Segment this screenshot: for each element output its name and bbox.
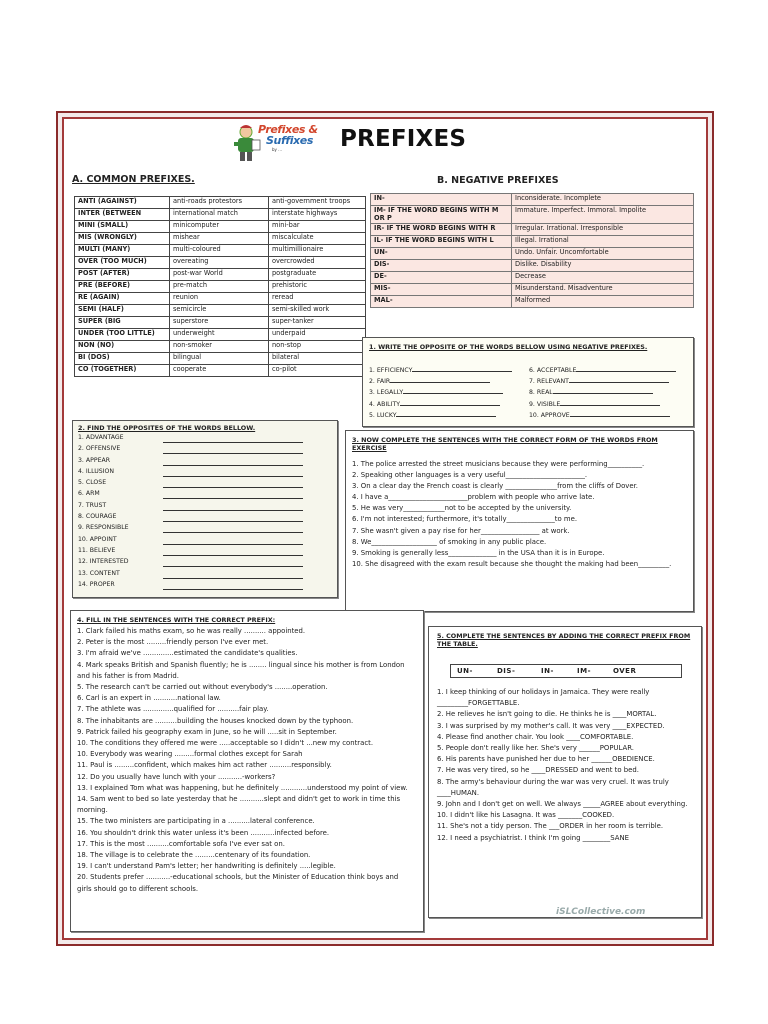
example-cell: super-tanker: [269, 317, 366, 329]
example-cell: bilingual: [170, 353, 269, 365]
answer-line: [163, 549, 303, 556]
table-row: [75, 197, 366, 209]
answer-line: [163, 538, 303, 545]
example-cell: interstate highways: [269, 209, 366, 221]
example-cell: anti-government troops: [269, 197, 366, 209]
example-cell: co-pilot: [269, 365, 366, 377]
sentence-item: 3. I'm afraid we've ..............estimated the candidate's qualities.: [77, 649, 298, 658]
item-label: 2. OFFENSIVE: [78, 445, 121, 453]
prefix-cell: MAL-: [371, 296, 512, 308]
prefix-cell: MIS-: [371, 284, 512, 296]
prefixes-suffixes-logo: [232, 122, 332, 162]
item-label: 5. LUCKY: [369, 411, 397, 419]
sentence-item: 16. You shouldn't drink this water unless it's been ...........infected before.: [77, 828, 330, 837]
example-cell: non-stop: [269, 341, 366, 353]
item-label: 12. INTERESTED: [78, 558, 129, 566]
example-cell: non-smoker: [170, 341, 269, 353]
sentence-item: 5. People don't really like her. She's very ______POPULAR.: [437, 744, 634, 753]
answer-line: [560, 399, 660, 406]
example-cell: Decrease: [512, 272, 694, 284]
answer-line: [570, 410, 670, 417]
exercise-1-box: [362, 337, 694, 427]
prefix-option: IN-: [541, 667, 554, 675]
example-cell: mini-bar: [269, 221, 366, 233]
sentence-item: 18. The village is to celebrate the .........centenary of its foundation.: [77, 851, 311, 860]
prefix-cell: CO (TOGETHER): [75, 365, 170, 377]
example-cell: reunion: [170, 293, 269, 305]
table-row: [75, 221, 366, 233]
sentence-item: 6. Carl is an expert in ...........national law.: [77, 694, 221, 703]
item-label: 11. BELIEVE: [78, 546, 116, 554]
sentence-item: 17. This is the most ..........comfortable sofa I've ever sat on.: [77, 839, 285, 848]
prefix-cell: IR- IF THE WORD BEGINS WITH R: [371, 224, 512, 236]
sentence-item: 9. John and I don't get on well. We always _____AGREE about everything.: [437, 800, 688, 809]
sentence-item: 10. Everybody was wearing .........formal clothes except for Sarah: [77, 750, 303, 759]
item-label: 10. APPROVE: [529, 411, 570, 419]
sentence-item: 14. Sam went to bed so late yesterday that he ...........slept and didn't get to work in time this morning.: [77, 795, 401, 815]
prefix-cell: SEMI (HALF): [75, 305, 170, 317]
prefix-cell: INTER (BETWEEN: [75, 209, 170, 221]
table-row: [371, 206, 694, 224]
example-cell: superstore: [170, 317, 269, 329]
sentence-item: 11. Paul is .........confident, which makes him act rather ..........responsibly.: [77, 761, 332, 770]
example-cell: overcrowded: [269, 257, 366, 269]
item-label: 14. PROPER: [78, 580, 115, 588]
answer-line: [163, 447, 303, 454]
answer-line: [403, 387, 503, 394]
logo-line-1: Prefixes &: [258, 123, 318, 136]
item-label: 1. EFFICIENCY: [369, 367, 413, 374]
table-row: [75, 341, 366, 353]
table-row: [75, 281, 366, 293]
list-item: [369, 410, 529, 421]
list-item: [78, 547, 328, 558]
sentence-item: 6. I'm not interested; furthermore, it's totally______________to me.: [352, 515, 578, 524]
prefix-option: UN-: [457, 667, 473, 675]
sentence-item: 2. Peter is the most .........friendly person I've ever met.: [77, 638, 269, 647]
answer-line: [163, 560, 303, 567]
sentence-item: 11. She's not a tidy person. The ___ORDER in her room is terrible.: [437, 822, 664, 831]
table-row: [371, 224, 694, 236]
example-cell: bilateral: [269, 353, 366, 365]
item-label: 9. RESPONSIBLE: [78, 524, 129, 532]
list-item: [78, 457, 328, 468]
list-item: [78, 513, 328, 524]
answer-line: [163, 504, 303, 511]
item-label: 4. ILLUSION: [78, 467, 115, 475]
table-row: [75, 209, 366, 221]
table-row: [75, 353, 366, 365]
table-row: [75, 317, 366, 329]
table-row: [75, 329, 366, 341]
prefix-option: OVER: [613, 667, 637, 675]
prefix-option: DIS-: [497, 667, 516, 675]
item-label: 7. TRUST: [78, 501, 107, 509]
example-cell: Irregular. Irrational. Irresponsible: [512, 224, 694, 236]
sentence-item: 7. She wasn't given a pay rise for her_________________ at work.: [352, 526, 570, 535]
sentence-item: 19. I can't understand Pam's letter; her handwriting is definitely .....legible.: [77, 862, 336, 871]
table-row: [75, 293, 366, 305]
prefix-cell: NON (NO): [75, 341, 170, 353]
list-item: [529, 376, 689, 387]
example-cell: underweight: [170, 329, 269, 341]
item-label: 5. CLOSE: [78, 479, 107, 487]
sentence-item: 8. The inhabitants are ..........building the houses knocked down by the typhoon.: [77, 716, 354, 725]
example-cell: postgraduate: [269, 269, 366, 281]
exercise-5-list: [437, 687, 695, 844]
prefix-cell: SUPER (BIG: [75, 317, 170, 329]
item-label: 7. RELEVANT: [529, 378, 569, 386]
logo-small-text: by ...: [272, 147, 282, 152]
list-item: [78, 558, 328, 569]
sentence-item: 15. The two ministers are participating in a ..........lateral conference.: [77, 817, 315, 826]
sentence-item: 12. Do you usually have lunch with your ...........-workers?: [77, 772, 276, 781]
answer-line: [412, 365, 512, 372]
example-cell: minicomputer: [170, 221, 269, 233]
list-item: [78, 502, 328, 513]
sentence-item: 1. The police arrested the street musicians because they were performing__________.: [352, 460, 645, 468]
list-item: [78, 570, 328, 581]
example-cell: Misunderstand. Misadventure: [512, 284, 694, 296]
table-row: [75, 365, 366, 377]
item-label: 8. COURAGE: [78, 513, 117, 521]
sentence-item: 3. I was surprised by my mother's call. It was very ____EXPECTED.: [437, 721, 665, 730]
sentence-item: 5. The research can't be carried out without everybody's ........operation.: [77, 683, 328, 692]
sentence-item: 4. I have a_______________________problem with people who arrive late.: [352, 493, 595, 502]
exercise-4-list: [77, 626, 415, 895]
table-row: [75, 233, 366, 245]
sentence-item: 20. Students prefer ...........-educational schools, but the Minister of Education think boys and girls should go to different schools.: [77, 873, 399, 893]
sentence-item: 10. She disagreed with the exam result because she thought the making had been_________.: [352, 559, 672, 568]
list-item: [529, 387, 689, 398]
table-row: [75, 305, 366, 317]
sentence-item: 8. We___________________ of smoking in any public place.: [352, 537, 547, 546]
prefix-cell: IM- IF THE WORD BEGINS WITH M OR P: [371, 206, 512, 224]
answer-line: [569, 376, 669, 383]
item-label: 1. ADVANTAGE: [78, 434, 124, 441]
list-item: [369, 376, 529, 387]
table-row: [75, 257, 366, 269]
list-item: [78, 434, 328, 445]
exercise-3-box: [345, 430, 694, 612]
example-cell: cooperate: [170, 365, 269, 377]
exercise-1-left-column: [369, 365, 529, 421]
prefix-cell: BI (DOS): [75, 353, 170, 365]
example-cell: mishear: [170, 233, 269, 245]
sentence-item: 1. I keep thinking of our holidays in Jamaica. They were really _________FORGETTABLE.: [437, 688, 650, 708]
prefix-cell: MINI (SMALL): [75, 221, 170, 233]
item-label: 4. ABILITY: [369, 400, 401, 408]
item-label: 9. VISIBLE: [529, 400, 561, 408]
sentence-item: 5. He was very____________not to be accepted by the university.: [352, 504, 572, 513]
table-row: [371, 260, 694, 272]
prefix-cell: MULTI (MANY): [75, 245, 170, 257]
sentence-item: 10. The conditions they offered me were .....acceptable so I didn't ...new my contract.: [77, 739, 374, 748]
table-row: [371, 272, 694, 284]
exercise-1-right-column: [529, 365, 689, 421]
answer-line: [163, 515, 303, 522]
example-cell: semi-skilled work: [269, 305, 366, 317]
example-cell: miscalculate: [269, 233, 366, 245]
example-cell: semicircle: [170, 305, 269, 317]
sentence-item: 2. Speaking other languages is a very useful_______________________.: [352, 471, 588, 480]
sentence-item: 2. He relieves he isn't going to die. He thinks he is ____MORTAL.: [437, 710, 657, 719]
prefix-cell: DE-: [371, 272, 512, 284]
answer-line: [163, 492, 303, 499]
item-label: 13. CONTENT: [78, 569, 120, 577]
list-item: [529, 410, 689, 421]
example-cell: Inconsiderate. Incomplete: [512, 194, 694, 206]
prefix-cell: IL- IF THE WORD BEGINS WITH L: [371, 236, 512, 248]
answer-line: [163, 436, 303, 443]
exercise-2-box: [72, 420, 338, 598]
exercise-4-heading: 4. FILL IN THE SENTENCES WITH THE CORRECT PREFIX:: [77, 616, 276, 624]
sentence-item: 8. The army's behaviour during the war was very cruel. It was truly ____HUMAN.: [437, 777, 669, 797]
prefix-cell: DIS-: [371, 260, 512, 272]
answer-line: [163, 470, 303, 477]
example-cell: post-war World: [170, 269, 269, 281]
exercise-2-heading: 2. FIND THE OPPOSITES OF THE WORDS BELLOW.: [78, 424, 256, 432]
section-a-heading: A. COMMON PREFIXES.: [72, 174, 195, 185]
item-label: 2. FAIR: [369, 378, 391, 386]
prefix-cell: UNDER (TOO LITTLE): [75, 329, 170, 341]
example-cell: underpaid: [269, 329, 366, 341]
example-cell: prehistoric: [269, 281, 366, 293]
section-b-heading: B. NEGATIVE PREFIXES: [437, 175, 559, 186]
example-cell: Undo. Unfair. Uncomfortable: [512, 248, 694, 260]
answer-line: [400, 399, 500, 406]
sentence-item: 9. Patrick failed his geography exam in June, so he will .....sit in September.: [77, 727, 337, 736]
answer-line: [163, 526, 303, 533]
table-row: [371, 194, 694, 206]
sentence-item: 6. His parents have punished her due to her ______OBEDIENCE.: [437, 755, 655, 764]
exercise-3-list: [352, 459, 688, 570]
list-item: [529, 399, 689, 410]
example-cell: multi-coloured: [170, 245, 269, 257]
list-item: [78, 479, 328, 490]
list-item: [78, 490, 328, 501]
table-row: [75, 245, 366, 257]
prefix-cell: OVER (TOO MUCH): [75, 257, 170, 269]
list-item: [78, 581, 328, 592]
list-item: [529, 365, 689, 376]
exercise-5-heading: 5. COMPLETE THE SENTENCES BY ADDING THE CORRECT PREFIX FROM THE TABLE.: [437, 632, 691, 648]
exercise-1-heading: 1. WRITE THE OPPOSITE OF THE WORDS BELLOW USING NEGATIVE PREFIXES.: [369, 343, 648, 351]
example-cell: Immature. Imperfect. Immoral. Impolite: [512, 206, 694, 224]
sentence-item: 1. Clark failed his maths exam, so he was really .......... appointed.: [77, 627, 306, 635]
list-item: [369, 365, 529, 376]
list-item: [78, 445, 328, 456]
list-item: [369, 387, 529, 398]
answer-line: [163, 583, 303, 590]
item-label: 10. APPOINT: [78, 535, 117, 543]
common-prefixes-table: [74, 196, 366, 377]
list-item: [369, 399, 529, 410]
sentence-item: 4. Please find another chair. You look ____COMFORTABLE.: [437, 732, 634, 741]
table-row: [371, 296, 694, 308]
answer-line: [163, 459, 303, 466]
example-cell: anti-roads protestors: [170, 197, 269, 209]
example-cell: Dislike. Disability: [512, 260, 694, 272]
example-cell: Malformed: [512, 296, 694, 308]
example-cell: reread: [269, 293, 366, 305]
prefix-cell: ANTI (AGAINST): [75, 197, 170, 209]
example-cell: international match: [170, 209, 269, 221]
answer-line: [576, 365, 676, 372]
item-label: 6. ARM: [78, 490, 100, 498]
sentence-item: 7. He was very tired, so he ____DRESSED and went to bed.: [437, 766, 639, 775]
sentence-item: 7. The athlete was ..............qualified for ..........fair play.: [77, 705, 269, 714]
sentence-item: 3. On a clear day the French coast is clearly _______________from the cliffs of Dover.: [352, 482, 638, 491]
prefix-cell: PRE (BEFORE): [75, 281, 170, 293]
answer-line: [553, 387, 653, 394]
table-row: [75, 269, 366, 281]
item-label: 3. APPEAR: [78, 456, 111, 464]
islcollective-watermark: iSLCollective.com: [556, 907, 646, 917]
sentence-item: 9. Smoking is generally less______________ in the USA than it is in Europe.: [352, 548, 605, 557]
example-cell: multimillionaire: [269, 245, 366, 257]
example-cell: pre-match: [170, 281, 269, 293]
prefix-cell: MIS (WRONGLY): [75, 233, 170, 245]
answer-line: [163, 481, 303, 488]
prefix-cell: IN-: [371, 194, 512, 206]
negative-prefixes-table: [370, 193, 694, 308]
example-cell: Illegal. Irrational: [512, 236, 694, 248]
logo-line-2: Suffixes: [266, 134, 313, 147]
sentence-item: 13. I explained Tom what was happening, but he definitely ............understood my point of view.: [77, 783, 408, 792]
sentence-item: 12. I need a psychiatrist. I think I'm going ________SANE: [437, 833, 629, 842]
sentence-item: 10. I didn't like his Lasagna. It was _______COOKED.: [437, 811, 615, 820]
exercise-3-heading: 3. NOW COMPLETE THE SENTENCES WITH THE CORRECT FORM OF THE WORDS FROM EXERCISE: [352, 436, 658, 452]
answer-line: [163, 572, 303, 579]
table-row: [371, 284, 694, 296]
prefix-cell: POST (AFTER): [75, 269, 170, 281]
table-row: [371, 248, 694, 260]
prefix-option: IM-: [577, 667, 591, 675]
exercise-2-list: [78, 434, 328, 592]
prefix-options-bar: [450, 664, 682, 678]
list-item: [78, 524, 328, 535]
exercise-4-box: [70, 610, 424, 932]
prefix-cell: UN-: [371, 248, 512, 260]
table-row: [371, 236, 694, 248]
item-label: 8. REAL: [529, 389, 553, 397]
item-label: 3. LEGALLY: [369, 389, 404, 397]
answer-line: [390, 376, 490, 383]
answer-line: [396, 410, 496, 417]
example-cell: overeating: [170, 257, 269, 269]
item-label: 6. ACCEPTABLE: [529, 367, 577, 374]
prefix-cell: RE (AGAIN): [75, 293, 170, 305]
sentence-item: 4. Mark speaks British and Spanish fluently; he is ........ lingual since his mother is from London and his father is from Madrid.: [77, 660, 405, 680]
page-title: PREFIXES: [340, 126, 467, 152]
list-item: [78, 536, 328, 547]
list-item: [78, 468, 328, 479]
